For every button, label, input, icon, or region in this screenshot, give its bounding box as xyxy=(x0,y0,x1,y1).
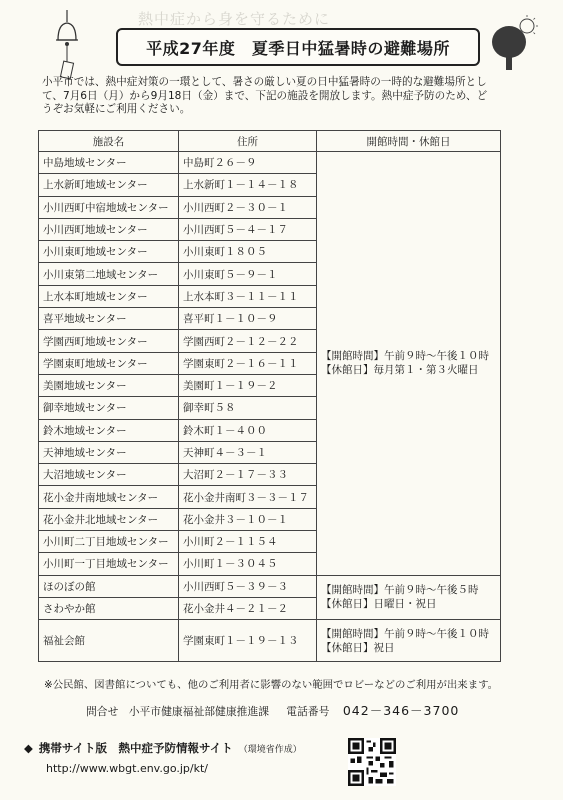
diamond-bullet-icon: ◆ xyxy=(24,741,33,755)
page-title: 平成27年度 夏季日中猛暑時の避難場所 xyxy=(116,28,480,66)
mobile-site-note: （環境省作成） xyxy=(238,745,302,755)
facility-table xyxy=(38,130,501,662)
facility-address: 中島町２６－９ xyxy=(179,152,317,174)
header-address: 住所 xyxy=(179,131,317,152)
phone-number: 042－346－3700 xyxy=(342,703,460,718)
facility-name: 小川西町中宿地域センター xyxy=(39,196,179,218)
table-header-row xyxy=(39,131,501,152)
facility-address: 喜平町１－１０－９ xyxy=(179,308,317,330)
opening-hours: 【開館時間】午前９時～午後１０時 xyxy=(321,350,489,363)
facility-address: 御幸町５８ xyxy=(179,397,317,419)
facility-address: 小川東町５－９－１ xyxy=(179,263,317,285)
facility-name: 花小金井南地域センター xyxy=(39,486,179,508)
facility-name: さわやか館 xyxy=(39,597,179,619)
opening-hours: 【開館時間】午前９時～午後５時 xyxy=(321,584,479,597)
table-row xyxy=(39,620,501,662)
header-facility-name: 施設名 xyxy=(39,131,179,152)
qr-code-icon[interactable] xyxy=(348,738,396,786)
closed-days: 【休館日】毎月第１・第３火曜日 xyxy=(321,364,479,377)
facility-address: 花小金井４－２１－２ xyxy=(179,597,317,619)
facility-name: 上水本町地域センター xyxy=(39,285,179,307)
table-row xyxy=(39,152,501,174)
closed-days: 【休館日】祝日 xyxy=(321,641,395,654)
footnote: ※公民館、図書館についても、他のご利用者に影響のない範囲でロビーなどのご利用が出来ます。 xyxy=(44,679,499,691)
intro-line: て、7月6日（月）から9月18日（金）まで、下記の施設を開放します。熱中症予防のため、ど xyxy=(42,89,488,102)
phone-label: 電話番号 xyxy=(286,705,330,718)
header-hours: 開館時間・休館日 xyxy=(317,131,501,152)
tree-sun-illustration xyxy=(485,14,543,72)
facility-address: 小川西町５－３９－３ xyxy=(179,575,317,597)
banner-ghost-text: 熱中症から身を守るために xyxy=(138,10,331,28)
facility-address: 学園東町１－１９－１３ xyxy=(179,620,317,662)
facility-address: 天神町４－３－１ xyxy=(179,441,317,463)
facility-address: 鈴木町１－４００ xyxy=(179,419,317,441)
facility-address: 小川東町１８０５ xyxy=(179,241,317,263)
facility-address: 小川町１－３０４５ xyxy=(179,553,317,575)
hours-cell-group-1 xyxy=(317,152,501,576)
facility-name: 上水新町地域センター xyxy=(39,174,179,196)
mobile-site-url[interactable]: http://www.wbgt.env.go.jp/kt/ xyxy=(46,762,208,775)
facility-name: 御幸地域センター xyxy=(39,397,179,419)
facility-name: 小川町一丁目地域センター xyxy=(39,553,179,575)
facility-address: 小川西町５－４－１７ xyxy=(179,218,317,240)
facility-name: 学園西町地域センター xyxy=(39,330,179,352)
intro-line: うぞお気軽にご利用ください。 xyxy=(42,103,191,115)
facility-address: 上水本町３－１１－１１ xyxy=(179,285,317,307)
contact-info xyxy=(86,701,459,719)
closed-days: 【休館日】日曜日・祝日 xyxy=(321,598,437,611)
facility-name: 学園東町地域センター xyxy=(39,352,179,374)
facility-address: 小川西町２－３０－１ xyxy=(179,196,317,218)
facility-name: 鈴木地域センター xyxy=(39,419,179,441)
facility-name: 美園地域センター xyxy=(39,374,179,396)
wind-chime-illustration xyxy=(52,10,82,82)
facility-address: 大沼町２－１７－３３ xyxy=(179,464,317,486)
facility-address: 学園東町２－１６－１１ xyxy=(179,352,317,374)
contact-department: 小平市健康福祉部健康推進課 xyxy=(128,705,270,718)
facility-name: 小川町二丁目地域センター xyxy=(39,531,179,553)
facility-address: 学園西町２－１２－２２ xyxy=(179,330,317,352)
mobile-site-heading xyxy=(24,740,302,756)
hours-cell-group-2 xyxy=(317,575,501,620)
facility-name: 大沼地域センター xyxy=(39,464,179,486)
facility-address: 花小金井南町３－３－１７ xyxy=(179,486,317,508)
facility-name: 天神地域センター xyxy=(39,441,179,463)
hours-cell-group-3 xyxy=(317,620,501,662)
facility-address: 花小金井３－１０－１ xyxy=(179,508,317,530)
facility-name: 中島地域センター xyxy=(39,152,179,174)
facility-name: 小川東町地域センター xyxy=(39,241,179,263)
facility-name: 福祉会館 xyxy=(39,620,179,662)
facility-name: 花小金井北地域センター xyxy=(39,508,179,530)
contact-label: 問合せ xyxy=(86,705,119,718)
intro-line: 小平市では、熱中症対策の一環として、暑さの厳しい夏の日中猛暑時の一時的な避難場所とし xyxy=(42,76,487,88)
mobile-site-title: 携帯サイト版 熱中症予防情報サイト xyxy=(38,741,233,755)
facility-address: 上水新町１－１４－１８ xyxy=(179,174,317,196)
facility-address: 美園町１－１９－２ xyxy=(179,374,317,396)
opening-hours: 【開館時間】午前９時～午後１０時 xyxy=(321,627,489,640)
intro-paragraph xyxy=(42,76,532,117)
table-row xyxy=(39,575,501,597)
facility-name: ほのぼの館 xyxy=(39,575,179,597)
facility-name: 小川東第二地域センター xyxy=(39,263,179,285)
facility-address: 小川町２－１１５４ xyxy=(179,531,317,553)
facility-name: 喜平地域センター xyxy=(39,308,179,330)
facility-name: 小川西町地域センター xyxy=(39,218,179,240)
